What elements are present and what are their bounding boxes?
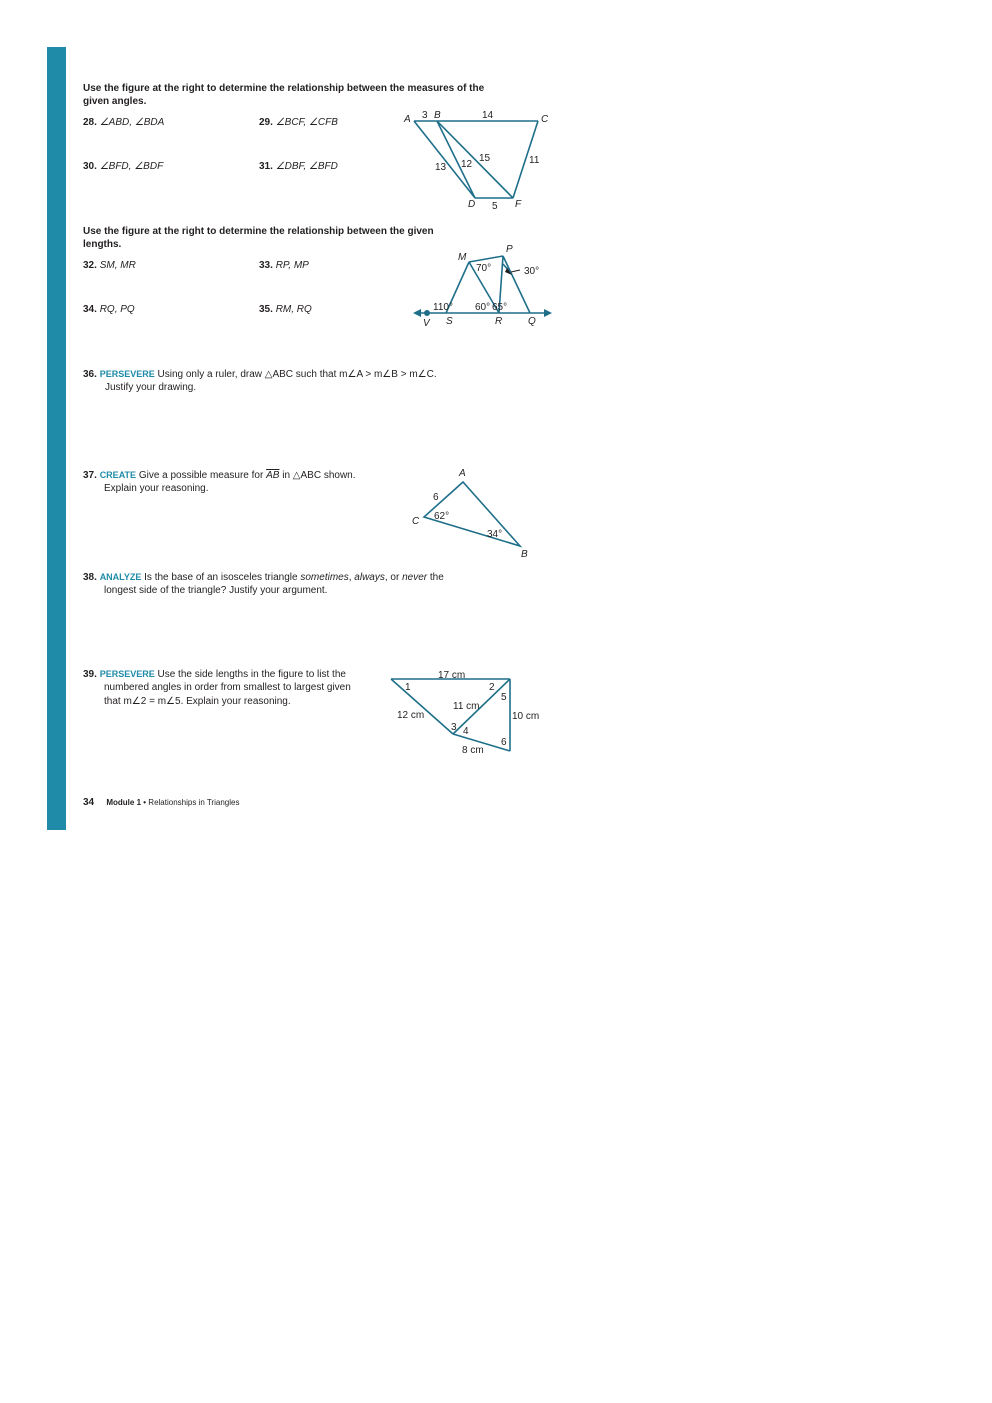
problem-text: ∠DBF, ∠BFD — [275, 161, 338, 172]
module-label: Module 1 — [106, 798, 142, 807]
separator: , — [348, 572, 352, 583]
angle-4: 4 — [463, 726, 469, 737]
point-label-Q: Q — [528, 316, 536, 327]
point-label-D: D — [468, 199, 476, 210]
problem-number: 33. — [259, 260, 273, 271]
angle-S: 110° — [433, 302, 453, 313]
length-AB: 3 — [422, 110, 428, 121]
length-top: 17 cm — [438, 670, 466, 681]
point-label-A: A — [459, 468, 466, 479]
angle-3: 3 — [451, 722, 457, 733]
problem-39-line2: numbered angles in order from smallest to largest given — [104, 682, 351, 693]
section1-instruction: Use the figure at the right to determine the relationship between the measures of the given angles. — [83, 83, 485, 107]
word-always: always — [354, 572, 385, 583]
problem-number: 31. — [259, 161, 273, 172]
point-label-C: C — [412, 516, 420, 527]
angle-1: 1 — [405, 682, 411, 693]
problem-keyword: PERSEVERE — [99, 669, 155, 679]
problem-number: 36. — [83, 369, 97, 380]
problem-text: SM, MR — [99, 260, 136, 271]
module-title: Relationships in Triangles — [146, 798, 240, 807]
problem-36-line2: Justify your drawing. — [105, 382, 197, 393]
problem-text: ∠BFD, ∠BDF — [99, 161, 164, 172]
side-length-AC: 6 — [433, 492, 439, 503]
angle-5: 5 — [501, 692, 507, 703]
problem-text: RP, MP — [275, 260, 309, 271]
length-right: 10 cm — [512, 711, 540, 722]
problem-number: 32. — [83, 260, 97, 271]
problem-keyword: PERSEVERE — [99, 369, 155, 379]
segment-AB: $\overline{AB}$ — [266, 470, 280, 481]
point-label-M: M — [458, 252, 467, 263]
separator: , or — [384, 572, 400, 583]
length-BC: 14 — [482, 110, 494, 121]
angle-M: 70° — [476, 263, 492, 274]
problem-number: 35. — [259, 304, 273, 315]
problem-keyword: ANALYZE — [99, 572, 142, 582]
problem-text: ∠ABD, ∠BDA — [99, 117, 165, 128]
problem-39-line3: that m∠2 = m∠5. Explain your reasoning. — [104, 696, 291, 707]
angle-R1: 60° — [475, 302, 491, 313]
problem-number: 39. — [83, 669, 97, 680]
length-BF: 15 — [479, 153, 491, 164]
problem-keyword: CREATE — [99, 470, 137, 480]
point-label-F: F — [515, 199, 522, 210]
angle-R2: 65° — [492, 302, 508, 313]
point-label-B: B — [434, 110, 441, 121]
angle-2: 2 — [489, 682, 495, 693]
problem-text: Use the side lengths in the figure to list the — [157, 669, 346, 680]
problem-number: 28. — [83, 117, 97, 128]
problem-number: 38. — [83, 572, 97, 583]
length-left: 12 cm — [397, 710, 425, 721]
point-label-V: V — [423, 318, 430, 329]
problem-number: 29. — [259, 117, 273, 128]
length-DF: 5 — [492, 201, 498, 212]
point-label-R: R — [495, 316, 503, 327]
problem-38-line2: longest side of the triangle? Justify your argument. — [104, 585, 328, 596]
length-BD: 13 — [435, 162, 447, 173]
page-footer — [83, 797, 239, 808]
problem-text: Using only a ruler, draw △ABC such that m∠A > m∠B > m∠C. — [157, 369, 437, 380]
problem-text: Give a possible measure for — [138, 470, 264, 481]
angle-B: 34° — [487, 529, 503, 540]
problem-text: RM, RQ — [275, 304, 312, 315]
point-label-C: C — [541, 114, 549, 125]
angle-C: 62° — [434, 511, 450, 522]
problem-text: ∠BCF, ∠CFB — [275, 117, 338, 128]
length-BF-inner: 12 — [461, 159, 473, 170]
problem-number: 37. — [83, 470, 97, 481]
length-mid: 11 cm — [453, 701, 480, 712]
problem-37-line2: Explain your reasoning. — [104, 483, 209, 494]
problem-text-cont: the — [429, 572, 444, 583]
point-label-S: S — [446, 316, 453, 327]
page-number: 34 — [83, 797, 95, 808]
problem-number: 30. — [83, 161, 97, 172]
point-label-P: P — [506, 244, 513, 255]
length-bottom: 8 cm — [462, 745, 484, 756]
angle-6: 6 — [501, 737, 507, 748]
problem-text-cont: in △ABC shown. — [282, 470, 356, 481]
footer-bullet: • — [141, 798, 147, 807]
problem-number: 34. — [83, 304, 97, 315]
problem-text: RQ, PQ — [99, 304, 135, 315]
length-CF: 11 — [529, 155, 540, 166]
word-never: never — [402, 572, 428, 583]
angle-P: 30° — [524, 266, 540, 277]
problem-text: Is the base of an isosceles triangle — [144, 572, 298, 583]
word-sometimes: sometimes — [300, 572, 349, 583]
section2-instruction: Use the figure at the right to determine the relationship between the given lengths. — [83, 226, 434, 250]
point-label-A: A — [404, 114, 411, 125]
point-label-B: B — [521, 549, 528, 560]
